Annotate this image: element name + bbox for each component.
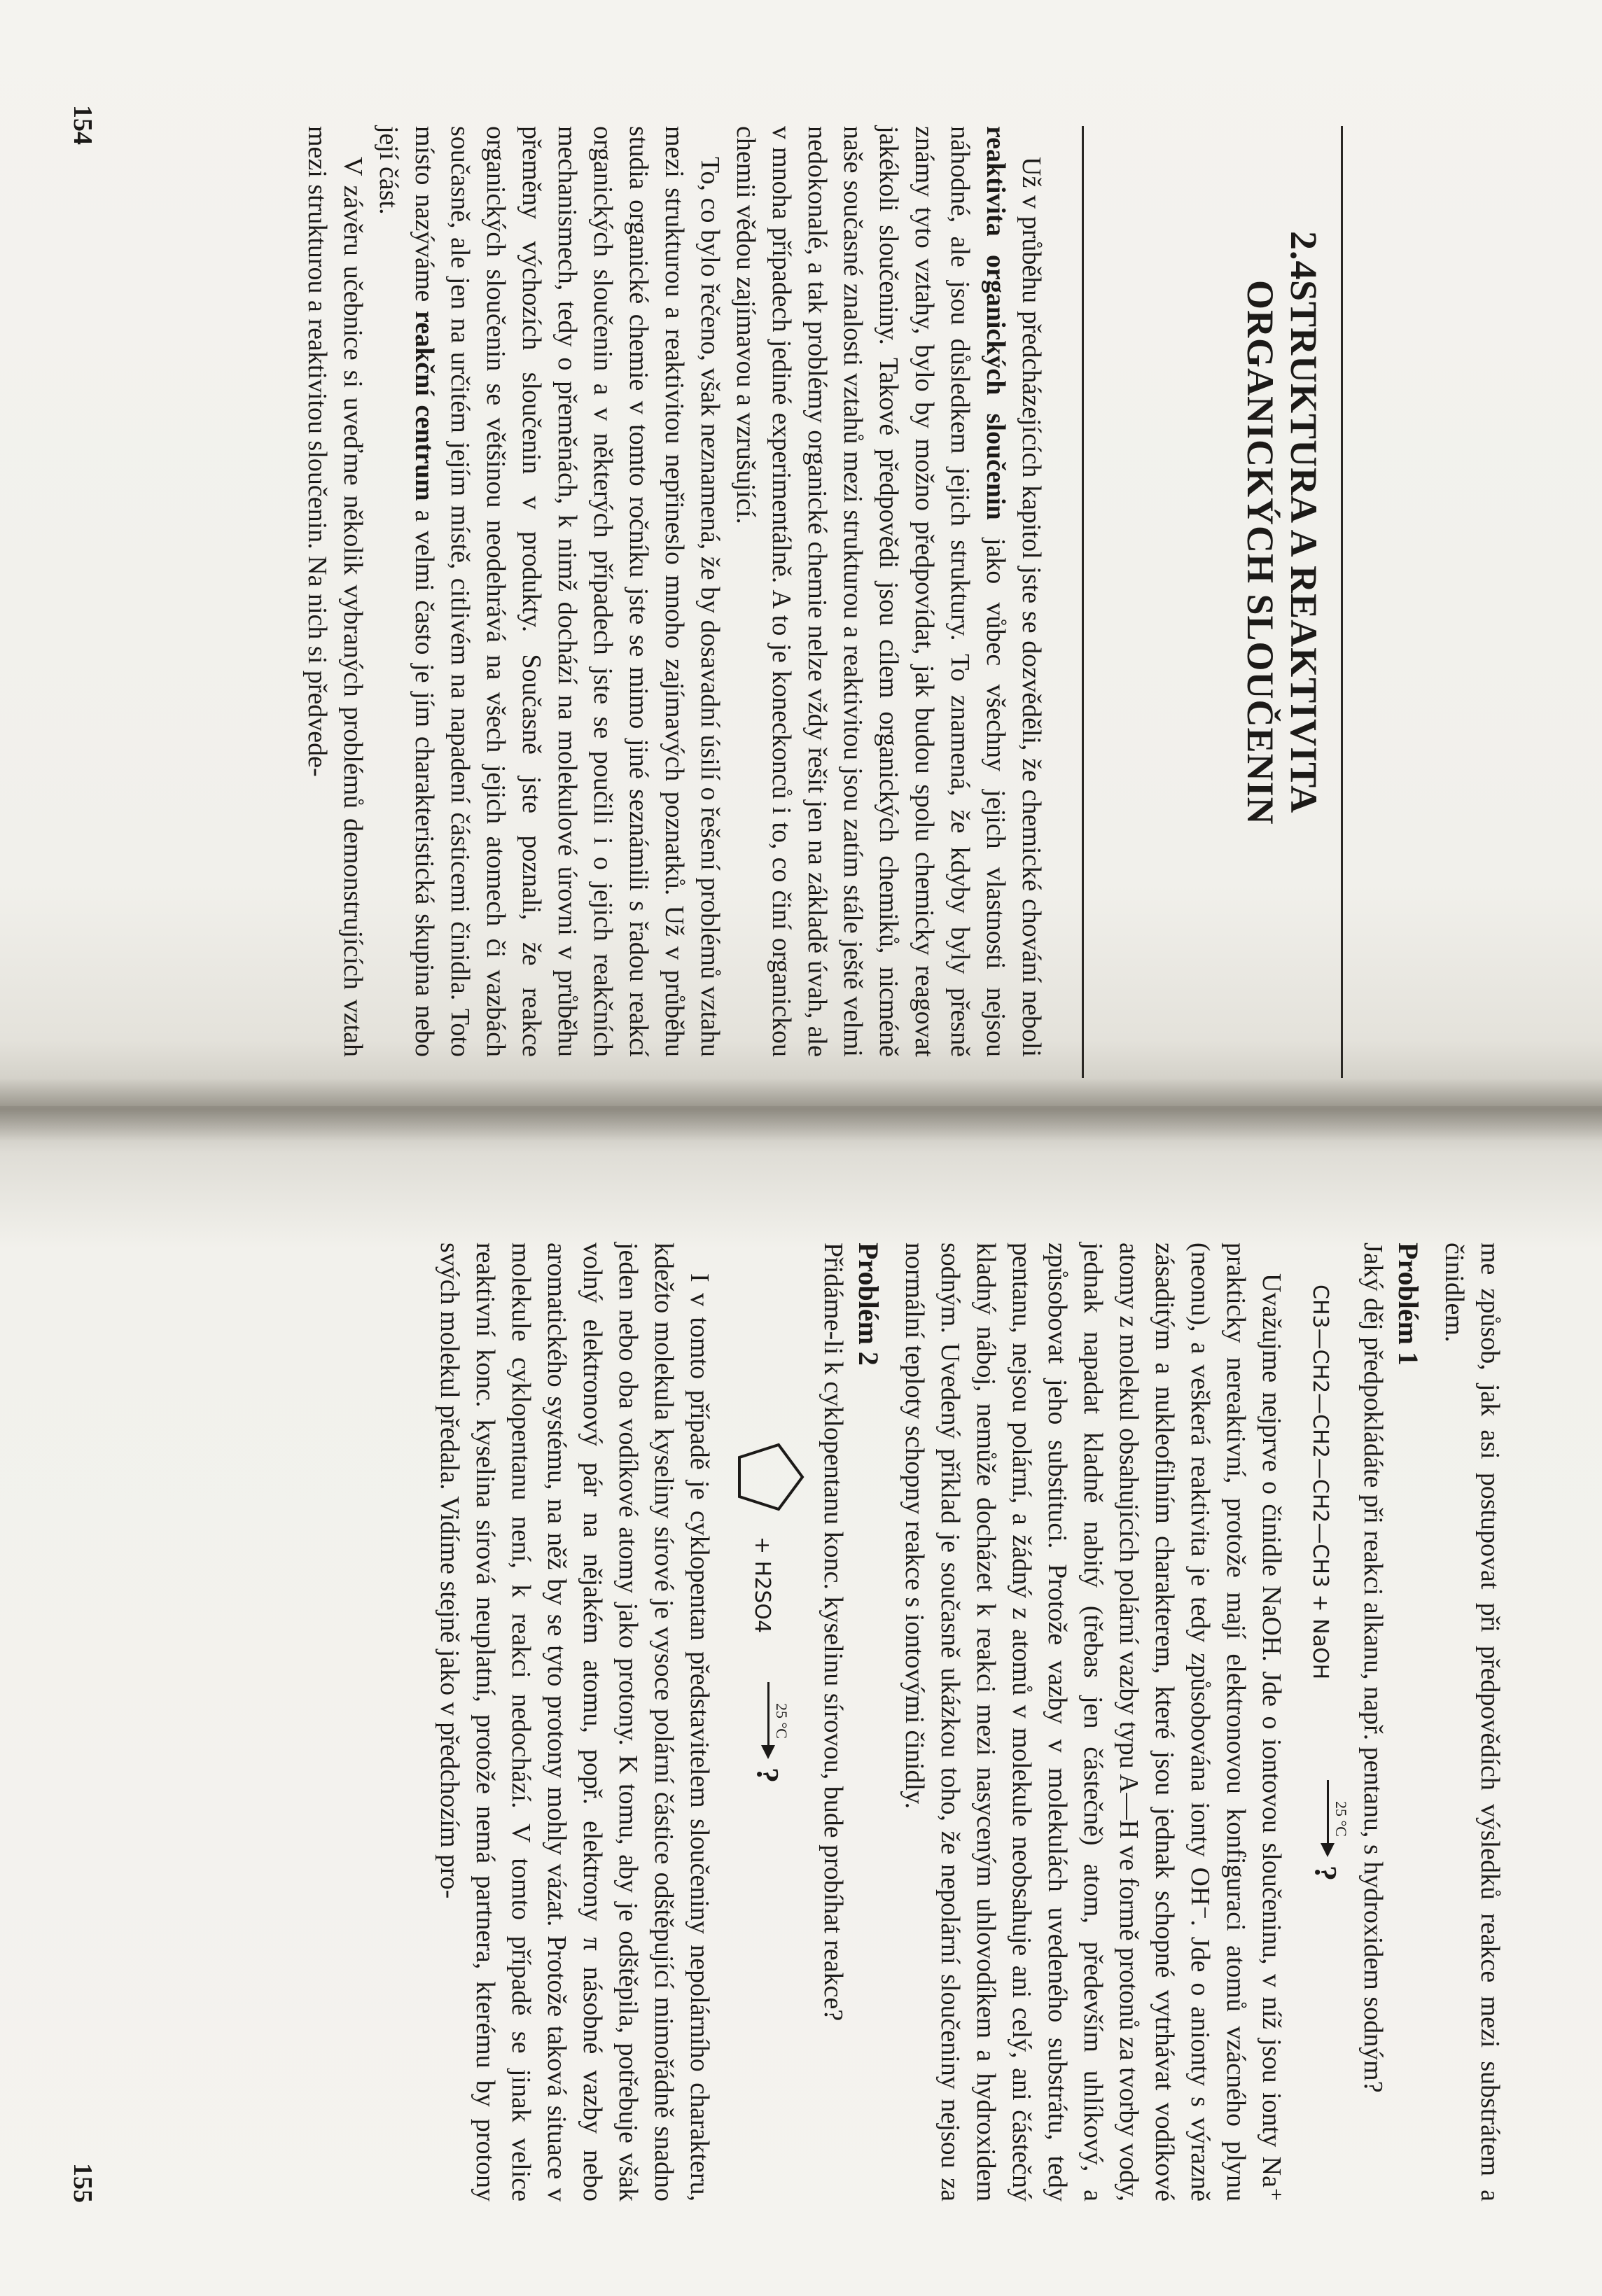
equation1-lhs: CH3—CH2—CH2—CH2—CH3 + NaOH xyxy=(1308,1284,1332,1680)
section-title-line2: ORGANICKÝCH SLOUČENIN xyxy=(1239,280,1281,825)
right-body-text xyxy=(431,1242,1507,2202)
reaction-arrow-icon: 25 °C xyxy=(762,1682,776,1759)
problem1-title: Problém 1 xyxy=(1393,1242,1424,1366)
book-gutter xyxy=(0,1078,1602,1141)
problem2-text: I v tomto případě je cyklopentan představitelem sloučeniny nepolárního charakteru, kdežto molekula kyseliny sírové je vysoce polární částice odštěpující mimořádně snadno jeden nebo oba vodíkové atomy jako protony. K tomu, aby je odštěpila, potřebuje však volný elektronový pár na nějakém atomu, popř. elektrony π násobné vazby nebo aromatického systému, na něž by se tyto protony mohly vázat. Protože taková situace v molekule cyklopentanu není, k reakci nedochází. V tomto případě se jinak velice reaktivní konc. kyselina sírová neuplatní, protože nemá partnera, kterému by protony svých molekul předala. Vidíme stejně jako v předchozím pro- xyxy=(435,1242,714,2202)
equation2 xyxy=(724,1242,808,2202)
problem1-question: Jaký děj předpokládáte při reakci alkanu, např. pentanu, s hydroxidem sodným? xyxy=(1358,1242,1388,2093)
problem1-text: Uvažujme nejprve o činidle NaOH. Jde o iontovou sloučeninu, v níž jsou ionty Na⁺ prakticky nereaktivní, protože mají elektronovou konfiguraci atomů vzácného plynu (neonu), a veškerá reaktivita je tedy způsobována ionty OH⁻. Jde o anionty s výrazně zásaditým a nukleofilním charakterem, které jsou jednak schopné vytrhávat vodíkové atomy z molekul obsahujících polární vazby typu A—H ve formě protonů za tvorby vody, jednak napadat kladně nabitý (třebas jen částečně) atom, především uhlíkový, a způsobovat jeho substituci. Protože vazby v molekulách uvedeného substrátu, tedy pentanu, nejsou polární, a žádný z atomů v molekule neobsahuje ani celý, ani částečný kladný náboj, nemůže docházet k reakci mezi nasyceným uhlovodíkem a hydroxidem sodným. Uvedený příklad je současně ukázkou toho, že nepolární sloučeniny nejsou za normální teploty schopny reakce s iontovými činidly. xyxy=(900,1242,1286,2202)
paragraph: V závěru učebnice si uveďme několik vybraných problémů demonstrujících vztah mezi strukturou a reaktivitou sloučenin. Na nich si předvede- xyxy=(302,126,368,1057)
bold-term: reakční centrum xyxy=(410,311,439,501)
page-number-left: 154 xyxy=(68,105,97,145)
equation2-rhs: ? xyxy=(751,1768,785,1783)
bold-term: reaktivita organických sloučenin xyxy=(981,126,1010,520)
paragraph: Už v průběhu předcházejících kapitol jste se dozvěděli, že chemické chování neboli reaktivita organických sloučenin jako vůbec všechny jejich vlastnosti nejsou náhodné, ale jsou důsledkem jejich struktury. To znamená, že kdyby byly přesně známy tyto vztahy, bylo by možno předpovídat, jak budou spolu chemicky reagovat jakékoli sloučeniny. Takové předpovědi jsou cílem organických chemiků, nicméně naše současné znalosti vztahů mezi strukturou a reaktivitou jsou zatím stále ještě velmi nedokonalé, a tak problémy organické chemie nelze vždy řešit jen na základě úvah, ale v mnoha případech jediné experimentálně. A to je koneckonců i to, co činí organickou chemii vědou zajímavou a vzrušující. xyxy=(731,126,1046,1057)
section-rule-top xyxy=(1341,126,1343,1078)
section-heading xyxy=(1239,231,1325,1036)
problem2-question: Přidáme-li k cyklopentanu konc. kyselinu sírovou, bude probíhat reakce? xyxy=(819,1242,848,2022)
section-title-line1: STRUKTURA A REAKTIVITA xyxy=(1283,280,1325,814)
left-body-text xyxy=(299,126,1049,1057)
cyclopentane-ring-icon xyxy=(731,1438,808,1516)
section-rule-bottom xyxy=(1082,126,1084,1078)
section-number: 2.4 xyxy=(1283,231,1325,281)
equation1 xyxy=(1296,1242,1350,2202)
reaction-arrow-icon: 25 °C xyxy=(1321,1780,1335,1857)
problem2-title: Problém 2 xyxy=(853,1242,884,1366)
equation2-lhs: + H2SO4 xyxy=(750,1536,774,1634)
paragraph: me způsob, jak asi postupovat při předpovědích výsledků reakce mezi substrátem a činidlem. xyxy=(1440,1242,1505,2202)
equation1-rhs: ? xyxy=(1309,1865,1343,1881)
paragraph: To, co bylo řečeno, však neznamená, že by dosavadní úsilí o řešení problémů vztahu mezi strukturou a reaktivitou nepřineslo mnoho zajímavých poznatků. Už v průběhu studia organické chemie v tomto ročníku jste se mimo jiné seznámili s řadou reakcí organických sloučenin a v některých případech jste se poučili i o jejich reakčních mechanismech, tedy o přeměnách, k nimž dochází na molekulové úrovni v průběhu přeměny výchozích sloučenin v produkty. Současně jste poznali, že reakce organických sloučenin se většinou neodehrává na všech jejich atomech či vazbách současně, ale jen na určitém jejím místě, citlivém na napadení částicemi činidla. Toto místo nazýváme reakční centrum a velmi často je jím charakteristická skupina nebo její část. xyxy=(374,126,725,1057)
page-number-right: 155 xyxy=(68,2163,97,2203)
